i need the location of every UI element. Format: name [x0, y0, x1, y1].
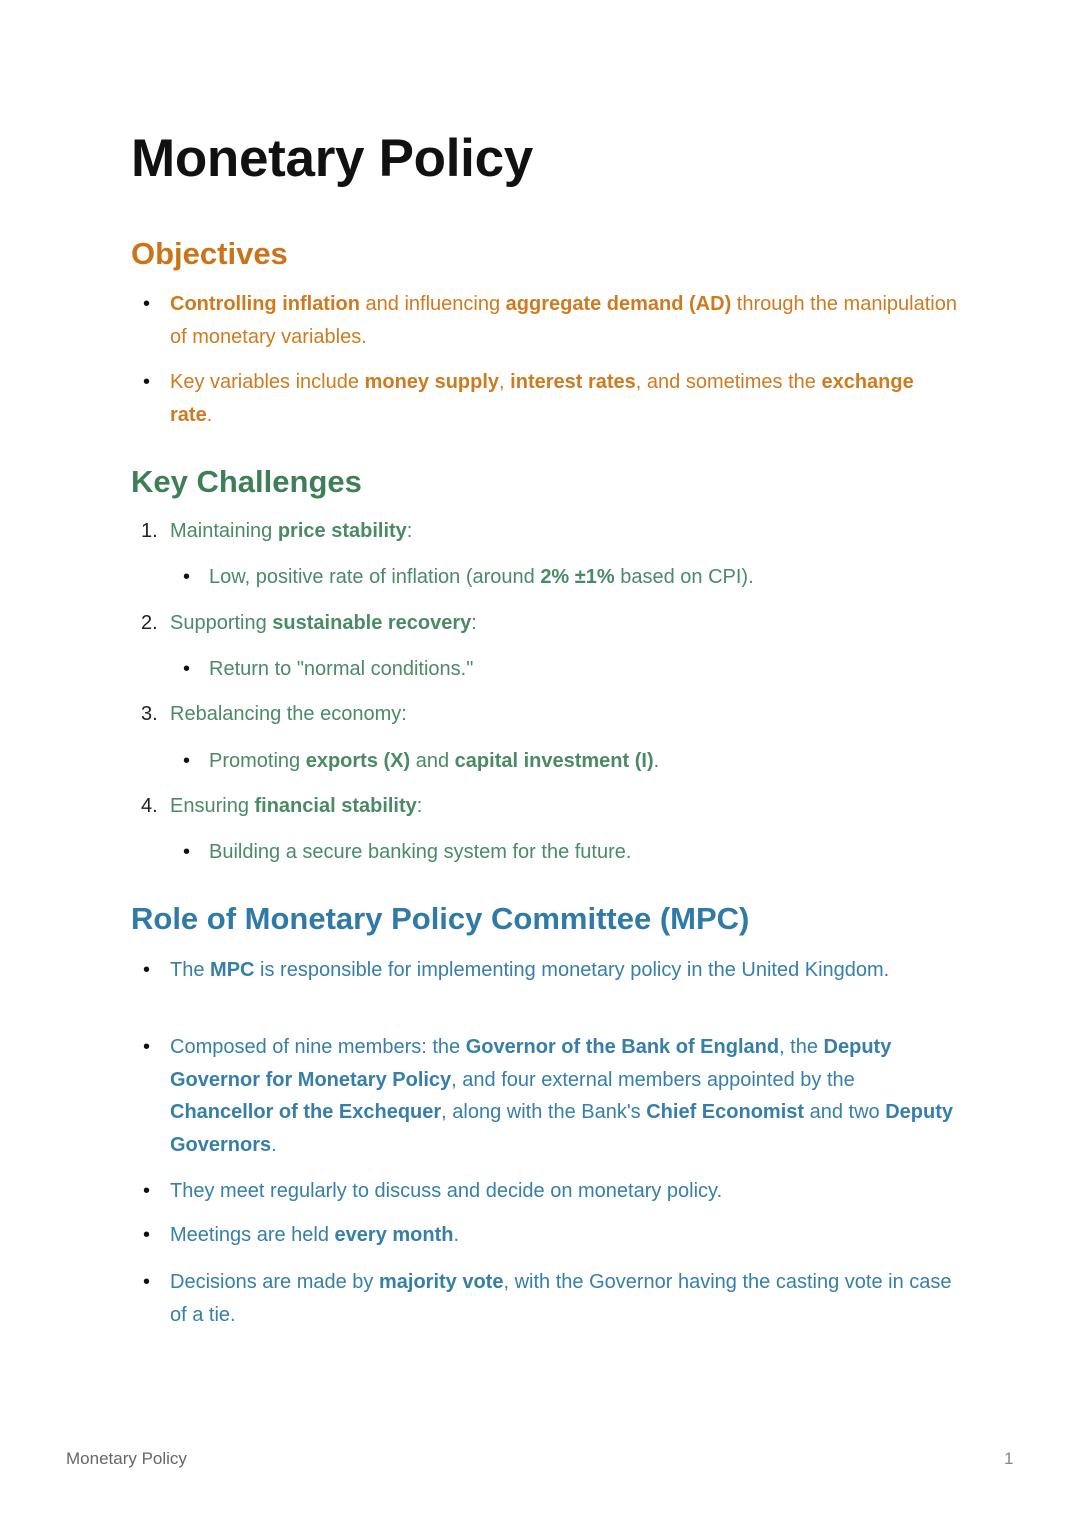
challenge-item-2: Supporting sustainable recovery:	[170, 612, 477, 634]
challenges-heading: Key Challenges	[131, 464, 362, 499]
bullet-icon: •	[183, 841, 191, 863]
bullet-icon: •	[143, 1036, 151, 1058]
bullet-icon: •	[143, 293, 151, 315]
challenge-sub-item-1: Low, positive rate of inflation (around 2% ±1% based on CPI).	[209, 566, 754, 588]
list-number: 3.	[141, 703, 158, 725]
bullet-icon: •	[183, 658, 191, 680]
list-number: 1.	[141, 520, 158, 542]
bullet-icon: •	[143, 959, 151, 981]
objective-item-2: Key variables include money supply, interest rates, and sometimes the exchange rate.	[170, 371, 914, 426]
footer-title: Monetary Policy	[66, 1449, 187, 1468]
bullet-icon: •	[183, 566, 191, 588]
list-number: 4.	[141, 795, 158, 817]
bullet-icon: •	[143, 371, 151, 393]
mpc-heading: Role of Monetary Policy Committee (MPC)	[131, 901, 750, 936]
list-number: 2.	[141, 612, 158, 634]
challenge-sub-item-4: Building a secure banking system for the future.	[209, 841, 632, 863]
mpc-item-3: They meet regularly to discuss and decide on monetary policy.	[170, 1180, 723, 1202]
objectives-heading: Objectives	[131, 236, 288, 271]
challenge-sub-item-2: Return to "normal conditions."	[209, 658, 474, 680]
page-number: 1	[1004, 1449, 1014, 1468]
challenge-sub-item-3: Promoting exports (X) and capital investment (I).	[209, 750, 660, 772]
objective-item-1: Controlling inflation and influencing aggregate demand (AD) through the manipulation of monetary variables.	[170, 293, 957, 348]
challenge-item-3: Rebalancing the economy:	[170, 703, 407, 725]
challenge-item-4: Ensuring financial stability:	[170, 795, 423, 817]
challenge-item-1: Maintaining price stability:	[170, 520, 413, 542]
mpc-item-5: Decisions are made by majority vote, with the Governor having the casting vote in case of a tie.	[170, 1271, 952, 1326]
bullet-icon: •	[143, 1224, 151, 1246]
bullet-icon: •	[183, 750, 191, 772]
mpc-item-2: Composed of nine members: the Governor of the Bank of England, the Deputy Governor for Monetary Policy, and four external members appointed by the Chancellor of the Exchequer, along with the Bank's Chief Economist and two Deputy Governors.	[170, 1036, 953, 1156]
mpc-item-1: The MPC is responsible for implementing monetary policy in the United Kingdom.	[170, 959, 890, 981]
page-title: Monetary Policy	[131, 129, 533, 188]
mpc-item-4: Meetings are held every month.	[170, 1224, 460, 1246]
bullet-icon: •	[143, 1271, 151, 1293]
bullet-icon: •	[143, 1180, 151, 1202]
